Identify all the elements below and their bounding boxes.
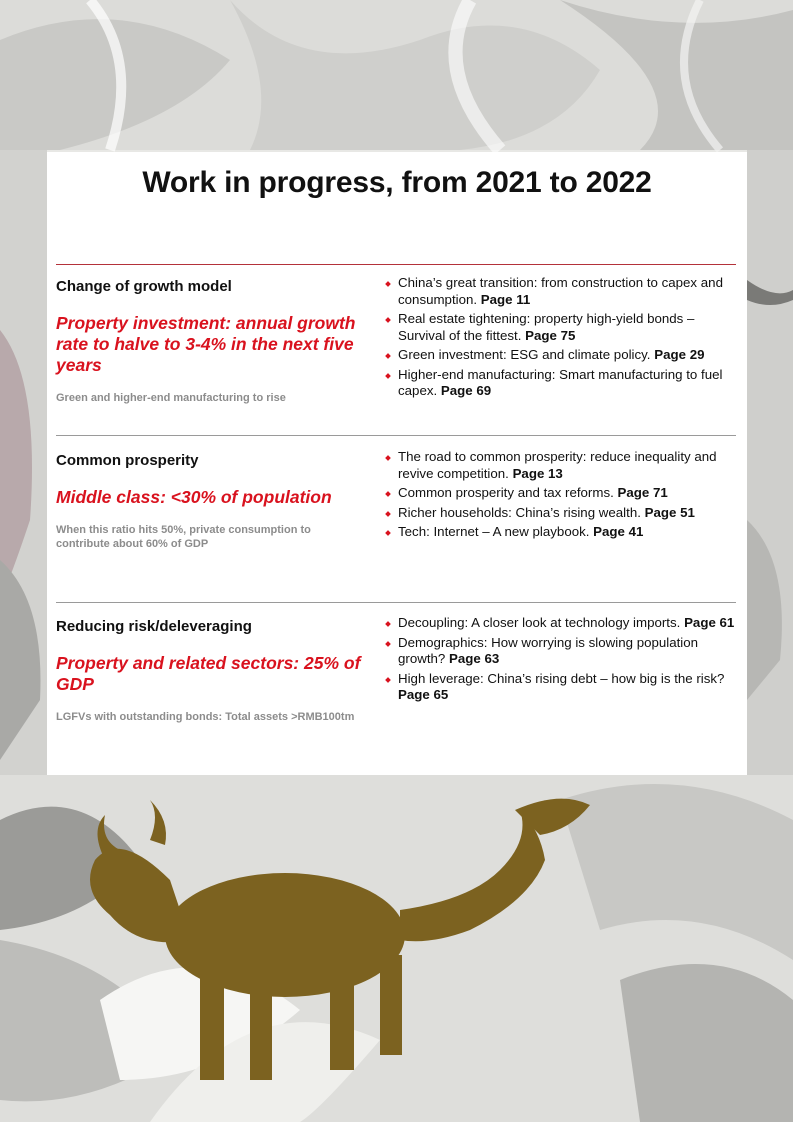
page-reference[interactable]: Page 69	[440, 383, 492, 398]
section-headline: Property investment: annual growth rate to halve to 3-4% in the next five years	[56, 313, 356, 375]
page-title: Work in progress, from 2021 to 2022	[142, 166, 652, 199]
list-item: The road to common prosperity: reduce inequality and revive competition. Page 13	[385, 449, 735, 482]
page-reference[interactable]: Page 63	[449, 651, 500, 666]
bullet-diamond-icon	[385, 317, 391, 323]
bullet-diamond-icon	[385, 353, 391, 359]
bullet-diamond-icon	[385, 641, 391, 647]
section-heading: Common prosperity	[56, 452, 199, 469]
list-item: Tech: Internet – A new playbook. Page 41	[385, 524, 735, 541]
page-reference[interactable]: Page 29	[654, 347, 705, 362]
page-reference[interactable]: Page 65	[398, 687, 449, 702]
section-note: LGFVs with outstanding bonds: Total assets >RMB100tm	[56, 711, 355, 723]
page-reference[interactable]: Page 61	[684, 615, 735, 630]
page-reference[interactable]: Page 71	[617, 485, 668, 500]
list-item: Richer households: China’s rising wealth. Page 51	[385, 505, 735, 522]
list-item: Decoupling: A closer look at technology imports. Page 61	[385, 615, 735, 632]
title-divider	[56, 264, 736, 265]
page-reference[interactable]: Page 41	[593, 524, 644, 539]
list-item: Higher-end manufacturing: Smart manufacturing to fuel capex. Page 69	[385, 367, 735, 400]
list-item: Real estate tightening: property high-yield bonds – Survival of the fittest. Page 75	[385, 311, 735, 344]
section-headline: Property and related sectors: 25% of GDP	[56, 653, 361, 694]
page-reference[interactable]: Page 51	[644, 504, 695, 520]
page-reference[interactable]: Page 13	[512, 465, 563, 481]
page-reference[interactable]: Page 11	[480, 291, 531, 307]
list-item: Demographics: How worrying is slowing population growth? Page 63	[385, 635, 735, 668]
section-heading: Change of growth model	[56, 278, 232, 295]
bullet-list	[385, 449, 735, 541]
section-headline: Middle class: <30% of population	[56, 487, 332, 507]
bullet-diamond-icon	[385, 530, 391, 536]
section-heading: Reducing risk/deleveraging	[56, 618, 252, 635]
list-item: Common prosperity and tax reforms. Page 71	[385, 485, 735, 502]
list-item: China’s great transition: from construction to capex and consumption. Page 11	[385, 275, 735, 308]
summary-card	[47, 152, 747, 775]
bullet-list	[385, 615, 735, 704]
bullet-diamond-icon	[385, 281, 391, 287]
bullet-diamond-icon	[385, 621, 391, 627]
list-item: High leverage: China’s rising debt – how big is the risk? Page 65	[385, 671, 735, 704]
bullet-diamond-icon	[385, 455, 391, 461]
section-note: When this ratio hits 50%, private consumption to contribute about 60% of GDP	[56, 524, 311, 550]
section-divider	[56, 602, 736, 603]
page-reference[interactable]: Page 75	[525, 327, 576, 343]
bullet-list	[385, 275, 735, 400]
section-divider	[56, 435, 736, 436]
section-note: Green and higher-end manufacturing to rise	[56, 392, 286, 404]
bullet-diamond-icon	[385, 677, 391, 683]
list-item: Green investment: ESG and climate policy. Page 29	[385, 347, 735, 364]
bullet-diamond-icon	[385, 511, 391, 517]
bullet-diamond-icon	[385, 373, 391, 379]
bullet-diamond-icon	[385, 491, 391, 497]
